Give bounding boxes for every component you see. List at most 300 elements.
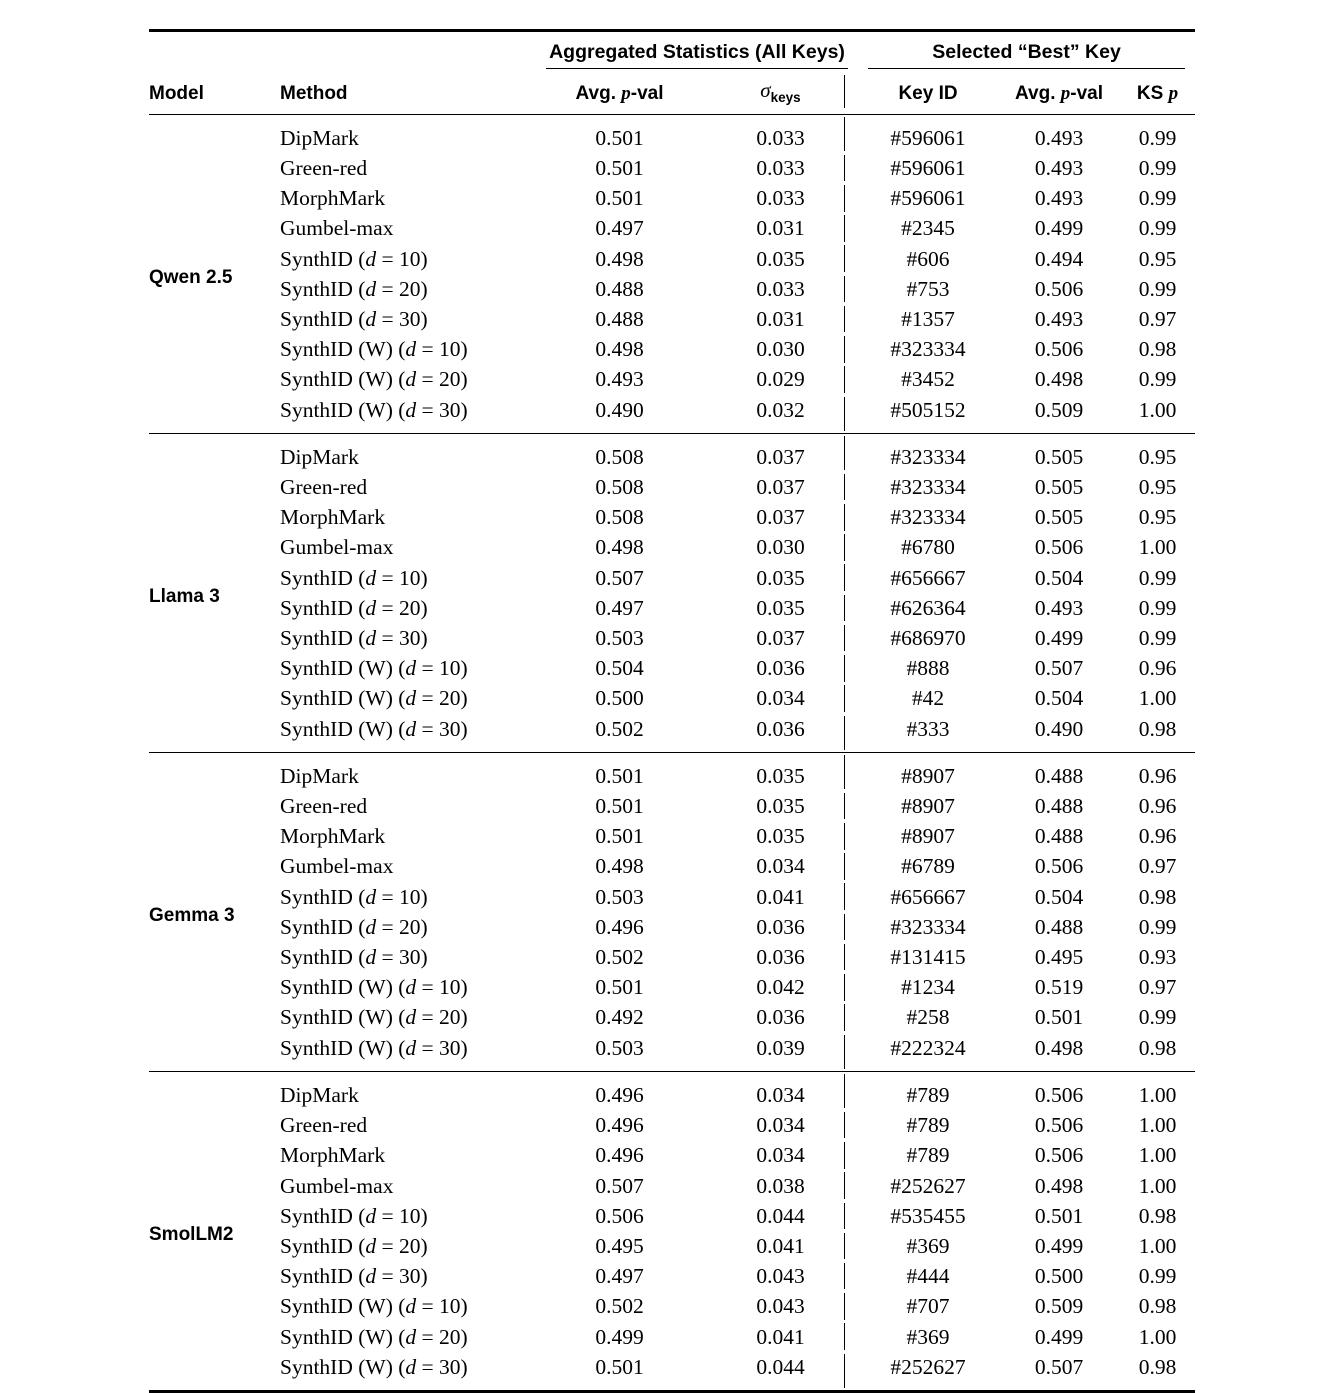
method-label: DipMark bbox=[280, 114, 536, 153]
method-label: Green-red bbox=[280, 1113, 368, 1138]
table-row bbox=[149, 791, 1195, 821]
cell-agg-sigma: 0.044 bbox=[756, 1354, 805, 1379]
cell-agg-avg-p: 0.496 bbox=[595, 1113, 644, 1138]
method-label: SynthID (W) (d = 30) bbox=[280, 1354, 468, 1379]
cell-agg-sigma: 0.033 bbox=[756, 156, 805, 180]
cell-agg-avg-p: 0.500 bbox=[595, 686, 644, 711]
method-label: SynthID (W) (d = 30) bbox=[280, 1035, 468, 1060]
cell-ks-p: 0.95 bbox=[1138, 475, 1177, 500]
cell-key-id: #789 bbox=[858, 1140, 998, 1170]
model-label: Gemma 3 bbox=[149, 752, 280, 1071]
table-row bbox=[149, 213, 1195, 243]
cell-best-avg-p: 0.519 bbox=[1034, 975, 1084, 1000]
column-header-model: Model bbox=[149, 82, 204, 104]
method-label: DipMark bbox=[280, 752, 536, 791]
cell-agg-avg-p: 0.498 bbox=[595, 535, 644, 560]
cell-agg-sigma: 0.035 bbox=[756, 565, 805, 590]
table-row bbox=[149, 821, 1195, 851]
cell-ks-p: 0.95 bbox=[1138, 505, 1177, 530]
cell-agg-sigma: 0.041 bbox=[756, 1324, 805, 1349]
method-label: Gumbel-max bbox=[280, 216, 394, 241]
cell-agg-avg-p: 0.492 bbox=[595, 1005, 644, 1030]
cell-best-avg-p: 0.488 bbox=[998, 752, 1120, 791]
cell-best-avg-p: 0.505 bbox=[1034, 475, 1084, 500]
table-row bbox=[149, 593, 1195, 623]
method-label: SynthID (W) (d = 20) bbox=[280, 1005, 468, 1030]
method-label: SynthID (W) (d = 20) bbox=[280, 367, 468, 392]
method-label: MorphMark bbox=[280, 505, 386, 530]
method-label: Green-red bbox=[280, 156, 368, 180]
cell-ks-p: 0.99 bbox=[1138, 914, 1177, 939]
cell-agg-sigma: 0.036 bbox=[756, 914, 805, 939]
method-label: SynthID (W) (d = 10) bbox=[280, 656, 468, 681]
cell-ks-p: 0.99 bbox=[1120, 114, 1195, 153]
cell-best-avg-p: 0.493 bbox=[1034, 186, 1084, 211]
cell-agg-avg-p: 0.499 bbox=[595, 1324, 644, 1349]
cell-best-avg-p: 0.506 bbox=[998, 1071, 1120, 1110]
cell-agg-avg-p: 0.502 bbox=[595, 1294, 644, 1319]
cell-best-avg-p: 0.506 bbox=[1034, 854, 1084, 879]
cell-agg-sigma: 0.042 bbox=[756, 975, 805, 1000]
cell-ks-p: 0.99 bbox=[1138, 626, 1177, 651]
cell-agg-sigma: 0.037 bbox=[756, 505, 805, 530]
cell-agg-sigma: 0.033 bbox=[756, 276, 805, 301]
cell-key-id: #626364 bbox=[858, 593, 998, 623]
cell-agg-avg-p: 0.503 bbox=[595, 1035, 644, 1060]
method-label: SynthID (d = 20) bbox=[280, 914, 428, 939]
cell-key-id: #888 bbox=[858, 653, 998, 683]
cell-key-id: #222324 bbox=[858, 1033, 998, 1072]
method-label: Gumbel-max bbox=[280, 1173, 394, 1198]
cell-agg-sigma: 0.034 bbox=[756, 1113, 805, 1138]
cell-best-avg-p: 0.488 bbox=[1034, 914, 1084, 939]
column-header-agg-sigma-keys: $\sigma_{keys}$ bbox=[760, 78, 801, 105]
column-group-aggregated-statistics bbox=[536, 31, 858, 70]
cell-agg-avg-p: 0.497 bbox=[595, 595, 644, 620]
method-label: MorphMark bbox=[280, 1143, 386, 1168]
method-label: SynthID (W) (d = 10) bbox=[280, 975, 468, 1000]
cell-ks-p: 1.00 bbox=[1138, 1324, 1177, 1349]
cell-agg-avg-p: 0.501 bbox=[536, 752, 703, 791]
cell-agg-sigma: 0.035 bbox=[703, 752, 858, 791]
cell-agg-avg-p: 0.507 bbox=[595, 565, 644, 590]
cell-ks-p: 0.99 bbox=[1138, 186, 1177, 211]
table-row bbox=[149, 274, 1195, 304]
cell-agg-avg-p: 0.493 bbox=[595, 367, 644, 392]
cell-best-avg-p: 0.498 bbox=[1034, 367, 1084, 392]
cell-key-id: #8907 bbox=[858, 821, 998, 851]
table-row bbox=[149, 563, 1195, 593]
cell-best-avg-p: 0.506 bbox=[1034, 1143, 1084, 1168]
cell-agg-avg-p: 0.502 bbox=[595, 945, 644, 970]
cell-agg-sigma: 0.033 bbox=[703, 114, 858, 153]
cell-agg-avg-p: 0.501 bbox=[536, 114, 703, 153]
cell-ks-p: 0.99 bbox=[1138, 1264, 1177, 1289]
cell-agg-sigma: 0.039 bbox=[756, 1035, 805, 1060]
table-row bbox=[149, 1201, 1195, 1231]
table-row bbox=[149, 1071, 1195, 1110]
cell-key-id: #505152 bbox=[858, 395, 998, 434]
table-row bbox=[149, 433, 1195, 472]
cell-agg-sigma: 0.044 bbox=[756, 1203, 805, 1228]
cell-key-id: #323334 bbox=[858, 334, 998, 364]
cell-key-id: #656667 bbox=[858, 563, 998, 593]
cell-ks-p: 1.00 bbox=[1138, 1113, 1177, 1138]
table-row bbox=[149, 942, 1195, 972]
cell-ks-p: 0.96 bbox=[1138, 794, 1177, 819]
cell-ks-p: 0.93 bbox=[1138, 945, 1177, 970]
cell-best-avg-p: 0.494 bbox=[1034, 246, 1084, 271]
table-row bbox=[149, 472, 1195, 502]
cell-agg-avg-p: 0.503 bbox=[595, 884, 644, 909]
method-label: Gumbel-max bbox=[280, 535, 394, 560]
cell-agg-sigma: 0.033 bbox=[756, 186, 805, 211]
table-row bbox=[149, 304, 1195, 334]
cell-best-avg-p: 0.493 bbox=[998, 114, 1120, 153]
cell-agg-sigma: 0.037 bbox=[756, 475, 805, 500]
cell-agg-sigma: 0.037 bbox=[756, 626, 805, 651]
cell-best-avg-p: 0.500 bbox=[1034, 1264, 1084, 1289]
cell-key-id: #8907 bbox=[858, 791, 998, 821]
cell-agg-sigma: 0.034 bbox=[756, 686, 805, 711]
cell-agg-sigma: 0.043 bbox=[756, 1294, 805, 1319]
cell-best-avg-p: 0.499 bbox=[1034, 1324, 1084, 1349]
cell-ks-p: 0.96 bbox=[1138, 656, 1177, 681]
header-spacer-method bbox=[280, 31, 536, 70]
table-row bbox=[149, 153, 1195, 183]
table-row bbox=[149, 1322, 1195, 1352]
cell-agg-sigma: 0.034 bbox=[756, 1143, 805, 1168]
cell-agg-avg-p: 0.501 bbox=[595, 156, 644, 180]
cell-agg-avg-p: 0.507 bbox=[595, 1173, 644, 1198]
cell-key-id: #1357 bbox=[858, 304, 998, 334]
cell-best-avg-p: 0.506 bbox=[1034, 276, 1084, 301]
cell-agg-sigma: 0.035 bbox=[756, 246, 805, 271]
cell-best-avg-p: 0.495 bbox=[1034, 945, 1084, 970]
method-label: SynthID (d = 20) bbox=[280, 595, 428, 620]
cell-agg-sigma: 0.041 bbox=[756, 884, 805, 909]
method-label: DipMark bbox=[280, 433, 536, 472]
cell-key-id: #656667 bbox=[858, 882, 998, 912]
cell-agg-sigma: 0.041 bbox=[756, 1233, 805, 1258]
table-row bbox=[149, 1352, 1195, 1392]
cell-best-avg-p: 0.506 bbox=[1034, 1113, 1084, 1138]
cell-key-id: #42 bbox=[858, 683, 998, 713]
cell-ks-p: 0.99 bbox=[1138, 1005, 1177, 1030]
cell-best-avg-p: 0.504 bbox=[1034, 884, 1084, 909]
cell-ks-p: 1.00 bbox=[1120, 1071, 1195, 1110]
table-row bbox=[149, 395, 1195, 434]
cell-best-avg-p: 0.499 bbox=[1034, 216, 1084, 241]
table-row bbox=[149, 364, 1195, 394]
cell-key-id: #323334 bbox=[858, 502, 998, 532]
table-row bbox=[149, 183, 1195, 213]
cell-key-id: #2345 bbox=[858, 213, 998, 243]
cell-agg-sigma: 0.036 bbox=[756, 945, 805, 970]
method-label: SynthID (W) (d = 10) bbox=[280, 337, 468, 362]
cell-agg-sigma: 0.035 bbox=[756, 824, 805, 849]
column-group-selected-best-key bbox=[858, 31, 1195, 70]
cell-key-id: #323334 bbox=[858, 433, 998, 472]
model-label: Qwen 2.5 bbox=[149, 114, 280, 433]
cell-key-id: #596061 bbox=[858, 183, 998, 213]
method-label: SynthID (d = 30) bbox=[280, 626, 428, 651]
cell-agg-avg-p: 0.498 bbox=[595, 854, 644, 879]
cell-best-avg-p: 0.505 bbox=[1034, 505, 1084, 530]
cell-key-id: #6789 bbox=[858, 851, 998, 881]
cell-agg-sigma: 0.035 bbox=[756, 595, 805, 620]
method-label: SynthID (d = 30) bbox=[280, 307, 428, 332]
results-table-container bbox=[149, 29, 1195, 1393]
cell-ks-p: 0.98 bbox=[1138, 1035, 1177, 1060]
cell-ks-p: 1.00 bbox=[1138, 1233, 1177, 1258]
cell-ks-p: 0.95 bbox=[1138, 246, 1177, 271]
cell-best-avg-p: 0.499 bbox=[1034, 626, 1084, 651]
method-label: DipMark bbox=[280, 1071, 536, 1110]
column-header-agg-avg-p: Avg. p-val bbox=[575, 82, 664, 104]
table-row bbox=[149, 653, 1195, 683]
cell-key-id: #1234 bbox=[858, 972, 998, 1002]
cell-agg-sigma: 0.029 bbox=[756, 367, 805, 392]
cell-agg-avg-p: 0.488 bbox=[595, 307, 644, 332]
table-row bbox=[149, 1171, 1195, 1201]
table-row bbox=[149, 1002, 1195, 1032]
table-row bbox=[149, 334, 1195, 364]
cell-ks-p: 0.96 bbox=[1120, 752, 1195, 791]
column-group-selected-best-key-label: Selected “Best” Key bbox=[932, 41, 1121, 63]
cell-ks-p: 0.98 bbox=[1138, 1203, 1177, 1228]
column-header-method: Method bbox=[280, 82, 348, 104]
cell-best-avg-p: 0.499 bbox=[1034, 1233, 1084, 1258]
cell-ks-p: 0.99 bbox=[1138, 216, 1177, 241]
method-label: SynthID (W) (d = 30) bbox=[280, 397, 468, 422]
cell-agg-sigma: 0.030 bbox=[756, 535, 805, 560]
cell-agg-sigma: 0.043 bbox=[756, 1264, 805, 1289]
cell-key-id: #258 bbox=[858, 1002, 998, 1032]
method-label: Gumbel-max bbox=[280, 854, 394, 879]
cell-agg-sigma: 0.036 bbox=[756, 716, 805, 741]
cell-agg-sigma: 0.035 bbox=[756, 794, 805, 819]
cell-ks-p: 0.97 bbox=[1138, 307, 1177, 332]
cell-agg-sigma: 0.038 bbox=[756, 1173, 805, 1198]
model-label: SmolLM2 bbox=[149, 1071, 280, 1391]
cell-ks-p: 0.96 bbox=[1138, 824, 1177, 849]
cell-ks-p: 1.00 bbox=[1138, 1143, 1177, 1168]
method-label: Green-red bbox=[280, 794, 368, 819]
cell-agg-avg-p: 0.495 bbox=[595, 1233, 644, 1258]
table-row bbox=[149, 882, 1195, 912]
method-label: MorphMark bbox=[280, 186, 386, 211]
cell-key-id: #252627 bbox=[858, 1171, 998, 1201]
cell-ks-p: 0.99 bbox=[1138, 156, 1177, 180]
cell-key-id: #686970 bbox=[858, 623, 998, 653]
model-label: Llama 3 bbox=[149, 433, 280, 752]
cell-best-avg-p: 0.498 bbox=[1034, 1173, 1084, 1198]
cell-agg-avg-p: 0.503 bbox=[595, 626, 644, 651]
method-label: SynthID (d = 10) bbox=[280, 1203, 428, 1228]
cell-best-avg-p: 0.509 bbox=[1034, 1294, 1084, 1319]
header-spacer-model bbox=[149, 31, 280, 70]
cell-key-id: #6780 bbox=[858, 532, 998, 562]
cell-agg-sigma: 0.036 bbox=[756, 1005, 805, 1030]
method-label: SynthID (d = 20) bbox=[280, 1233, 428, 1258]
cell-agg-avg-p: 0.498 bbox=[595, 246, 644, 271]
cell-best-avg-p: 0.507 bbox=[1034, 1354, 1084, 1379]
table-row bbox=[149, 912, 1195, 942]
method-label: Green-red bbox=[280, 475, 368, 500]
cell-agg-sigma: 0.031 bbox=[756, 216, 805, 241]
cell-ks-p: 1.00 bbox=[1138, 1173, 1177, 1198]
cell-ks-p: 0.98 bbox=[1138, 1294, 1177, 1319]
cell-key-id: #789 bbox=[858, 1071, 998, 1110]
method-label: SynthID (W) (d = 20) bbox=[280, 686, 468, 711]
table-row bbox=[149, 714, 1195, 753]
cell-best-avg-p: 0.505 bbox=[998, 433, 1120, 472]
column-group-aggregated-statistics-label: Aggregated Statistics (All Keys) bbox=[549, 41, 845, 63]
method-label: SynthID (d = 20) bbox=[280, 276, 428, 301]
cell-best-avg-p: 0.504 bbox=[1034, 686, 1084, 711]
cell-agg-avg-p: 0.488 bbox=[595, 276, 644, 301]
cell-ks-p: 0.97 bbox=[1138, 854, 1177, 879]
cell-agg-avg-p: 0.498 bbox=[595, 337, 644, 362]
cell-agg-avg-p: 0.496 bbox=[595, 1143, 644, 1168]
cell-best-avg-p: 0.501 bbox=[1034, 1203, 1084, 1228]
table-row bbox=[149, 244, 1195, 274]
column-header-key-id: Key ID bbox=[858, 69, 998, 114]
cell-key-id: #369 bbox=[858, 1322, 998, 1352]
method-label: SynthID (W) (d = 10) bbox=[280, 1294, 468, 1319]
cell-agg-sigma: 0.031 bbox=[756, 307, 805, 332]
table-body bbox=[149, 114, 1195, 1393]
table-row bbox=[149, 532, 1195, 562]
results-table bbox=[149, 29, 1195, 1393]
cell-agg-avg-p: 0.508 bbox=[536, 433, 703, 472]
cell-ks-p: 1.00 bbox=[1138, 686, 1177, 711]
cell-agg-avg-p: 0.496 bbox=[536, 1071, 703, 1110]
cell-agg-sigma: 0.036 bbox=[756, 656, 805, 681]
cell-agg-avg-p: 0.497 bbox=[595, 1264, 644, 1289]
cell-agg-avg-p: 0.502 bbox=[595, 716, 644, 741]
cell-key-id: #789 bbox=[858, 1110, 998, 1140]
cell-agg-avg-p: 0.497 bbox=[595, 216, 644, 241]
table-header bbox=[149, 31, 1195, 115]
cell-agg-avg-p: 0.501 bbox=[595, 1354, 644, 1379]
cell-best-avg-p: 0.490 bbox=[1034, 716, 1084, 741]
cell-ks-p: 0.98 bbox=[1138, 884, 1177, 909]
cell-best-avg-p: 0.493 bbox=[1034, 307, 1084, 332]
table-row bbox=[149, 752, 1195, 791]
column-header-best-avg-p: Avg. p-val bbox=[1015, 82, 1104, 104]
cell-key-id: #131415 bbox=[858, 942, 998, 972]
method-label: SynthID (d = 10) bbox=[280, 565, 428, 590]
cell-key-id: #252627 bbox=[858, 1352, 998, 1392]
header-subrow bbox=[149, 69, 1195, 114]
method-label: SynthID (d = 30) bbox=[280, 1264, 428, 1289]
table-row bbox=[149, 972, 1195, 1002]
cell-agg-sigma: 0.034 bbox=[703, 1071, 858, 1110]
cell-best-avg-p: 0.506 bbox=[1034, 535, 1084, 560]
cell-agg-avg-p: 0.504 bbox=[595, 656, 644, 681]
cell-best-avg-p: 0.488 bbox=[1034, 794, 1084, 819]
cell-best-avg-p: 0.488 bbox=[1034, 824, 1084, 849]
cell-agg-sigma: 0.030 bbox=[756, 337, 805, 362]
cell-ks-p: 0.98 bbox=[1138, 1354, 1177, 1379]
cell-best-avg-p: 0.504 bbox=[1034, 565, 1084, 590]
cell-key-id: #606 bbox=[858, 244, 998, 274]
table-row bbox=[149, 1291, 1195, 1321]
cell-agg-sigma: 0.037 bbox=[703, 433, 858, 472]
table-row bbox=[149, 1140, 1195, 1170]
method-label: MorphMark bbox=[280, 824, 386, 849]
cell-key-id: #707 bbox=[858, 1291, 998, 1321]
table-row bbox=[149, 1231, 1195, 1261]
cell-ks-p: 0.99 bbox=[1138, 595, 1177, 620]
table-row bbox=[149, 623, 1195, 653]
cell-key-id: #596061 bbox=[858, 153, 998, 183]
cell-ks-p: 0.98 bbox=[1138, 337, 1177, 362]
cell-agg-avg-p: 0.508 bbox=[595, 505, 644, 530]
cell-key-id: #535455 bbox=[858, 1201, 998, 1231]
table-row bbox=[149, 683, 1195, 713]
cell-key-id: #8907 bbox=[858, 752, 998, 791]
table-row bbox=[149, 1110, 1195, 1140]
cell-agg-avg-p: 0.490 bbox=[595, 397, 644, 422]
header-group-row bbox=[149, 31, 1195, 70]
cell-key-id: #333 bbox=[858, 714, 998, 753]
cell-key-id: #3452 bbox=[858, 364, 998, 394]
cell-best-avg-p: 0.509 bbox=[1034, 397, 1084, 422]
method-label: SynthID (d = 10) bbox=[280, 246, 428, 271]
table-row bbox=[149, 851, 1195, 881]
cell-ks-p: 1.00 bbox=[1138, 397, 1177, 422]
cell-ks-p: 0.99 bbox=[1138, 276, 1177, 301]
cell-key-id: #369 bbox=[858, 1231, 998, 1261]
method-label: SynthID (d = 10) bbox=[280, 884, 428, 909]
column-header-ks-p: KS p bbox=[1136, 82, 1179, 104]
cell-ks-p: 0.99 bbox=[1138, 565, 1177, 590]
cell-key-id: #444 bbox=[858, 1261, 998, 1291]
cell-agg-avg-p: 0.501 bbox=[595, 824, 644, 849]
table-row bbox=[149, 1261, 1195, 1291]
method-label: SynthID (W) (d = 20) bbox=[280, 1324, 468, 1349]
cell-best-avg-p: 0.493 bbox=[1034, 156, 1084, 180]
cell-agg-avg-p: 0.501 bbox=[595, 186, 644, 211]
cell-ks-p: 0.97 bbox=[1138, 975, 1177, 1000]
cell-best-avg-p: 0.493 bbox=[1034, 595, 1084, 620]
cell-key-id: #753 bbox=[858, 274, 998, 304]
cell-agg-avg-p: 0.501 bbox=[595, 975, 644, 1000]
cell-agg-avg-p: 0.496 bbox=[595, 914, 644, 939]
cell-agg-avg-p: 0.501 bbox=[595, 794, 644, 819]
table-row bbox=[149, 114, 1195, 153]
cell-key-id: #323334 bbox=[858, 912, 998, 942]
table-row bbox=[149, 502, 1195, 532]
method-label: SynthID (d = 30) bbox=[280, 945, 428, 970]
method-label: SynthID (W) (d = 30) bbox=[280, 716, 468, 741]
cell-key-id: #323334 bbox=[858, 472, 998, 502]
cell-ks-p: 0.98 bbox=[1138, 716, 1177, 741]
cell-agg-avg-p: 0.506 bbox=[595, 1203, 644, 1228]
cell-best-avg-p: 0.498 bbox=[1034, 1035, 1084, 1060]
cell-agg-sigma: 0.032 bbox=[756, 397, 805, 422]
table-row bbox=[149, 1033, 1195, 1072]
cell-ks-p: 1.00 bbox=[1138, 535, 1177, 560]
cell-agg-avg-p: 0.508 bbox=[595, 475, 644, 500]
cell-ks-p: 0.95 bbox=[1120, 433, 1195, 472]
cell-best-avg-p: 0.501 bbox=[1034, 1005, 1084, 1030]
cell-best-avg-p: 0.506 bbox=[1034, 337, 1084, 362]
cell-key-id: #596061 bbox=[858, 114, 998, 153]
